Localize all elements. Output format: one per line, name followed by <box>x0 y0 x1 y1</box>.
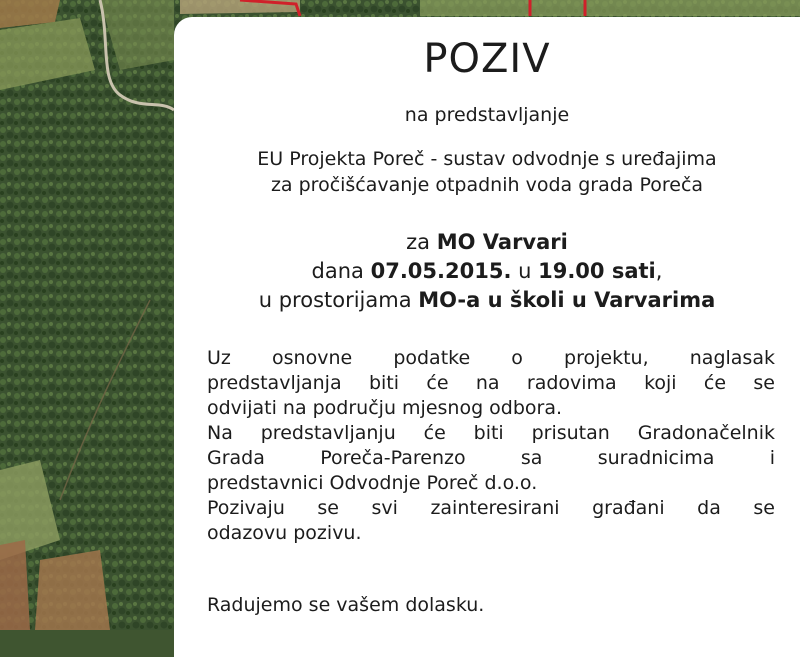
page-title: POZIV <box>423 36 551 82</box>
body-word: će <box>703 372 727 394</box>
body-word: radovima <box>526 372 617 394</box>
body-word: će <box>426 372 449 394</box>
event-venue: MO-a u školi u Varvarima <box>418 288 716 312</box>
body-word: podatke <box>393 347 471 369</box>
body-word: suradnicima <box>597 447 715 469</box>
invitation-body <box>207 346 775 546</box>
body-line: odvijati na području mjesnog odbora. <box>207 397 563 419</box>
date-prefix: dana <box>311 259 371 283</box>
time-prefix: u <box>511 259 539 283</box>
body-word: predstavljanju <box>260 422 396 444</box>
event-date: 07.05.2015. <box>370 259 512 283</box>
body-word: prisutan <box>531 422 610 444</box>
body-word: Na <box>207 422 233 444</box>
body-word: Gradonačelnik <box>637 422 775 444</box>
event-venue-line <box>174 286 800 315</box>
body-word: svi <box>371 497 398 519</box>
comma: , <box>655 259 663 283</box>
body-word: građani <box>592 497 665 519</box>
closing-line: Radujemo se vašem dolasku. <box>207 594 485 616</box>
body-word: se <box>753 497 775 519</box>
body-word: Grada <box>207 447 265 469</box>
body-word: da <box>697 497 721 519</box>
event-locality: MO Varvari <box>436 230 568 254</box>
body-word: predstavljanja <box>207 372 342 394</box>
body-word: na <box>475 372 500 394</box>
event-datetime-line <box>174 257 800 286</box>
body-line <box>207 446 775 471</box>
body-word: će <box>423 422 446 444</box>
body-word: Pozivaju <box>207 497 285 519</box>
body-word: sa <box>520 447 543 469</box>
venue-prefix: u prostorijama <box>258 288 419 312</box>
body-word: projektu, <box>564 347 649 369</box>
event-details <box>174 228 800 315</box>
event-time: 19.00 sati <box>538 259 656 283</box>
body-word: se <box>753 372 775 394</box>
body-word: biti <box>368 372 400 394</box>
body-word: Poreča-Parenzo <box>320 447 466 469</box>
event-location-line <box>174 228 800 257</box>
body-line: odazovu pozivu. <box>207 522 362 544</box>
subtitle: na predstavljanje <box>404 104 570 126</box>
body-word: zainteresirani <box>430 497 560 519</box>
body-line <box>207 346 775 371</box>
body-line: predstavnici Odvodnje Poreč d.o.o. <box>207 472 538 494</box>
body-word: biti <box>473 422 504 444</box>
body-line <box>207 371 775 396</box>
project-name <box>174 146 800 198</box>
body-line <box>207 496 775 521</box>
body-word: Uz <box>207 347 231 369</box>
body-word: se <box>317 497 339 519</box>
project-line-2: za pročišćavanje otpadnih voda grada Poreča <box>270 174 704 196</box>
project-line-1: EU Projekta Poreč - sustav odvodnje s uređajima <box>257 148 717 170</box>
body-word: o <box>511 347 523 369</box>
event-prefix: za <box>406 230 437 254</box>
body-word: osnovne <box>272 347 353 369</box>
body-word: koji <box>644 372 677 394</box>
body-word: i <box>769 447 775 469</box>
body-line <box>207 421 775 446</box>
body-word: naglasak <box>689 347 775 369</box>
